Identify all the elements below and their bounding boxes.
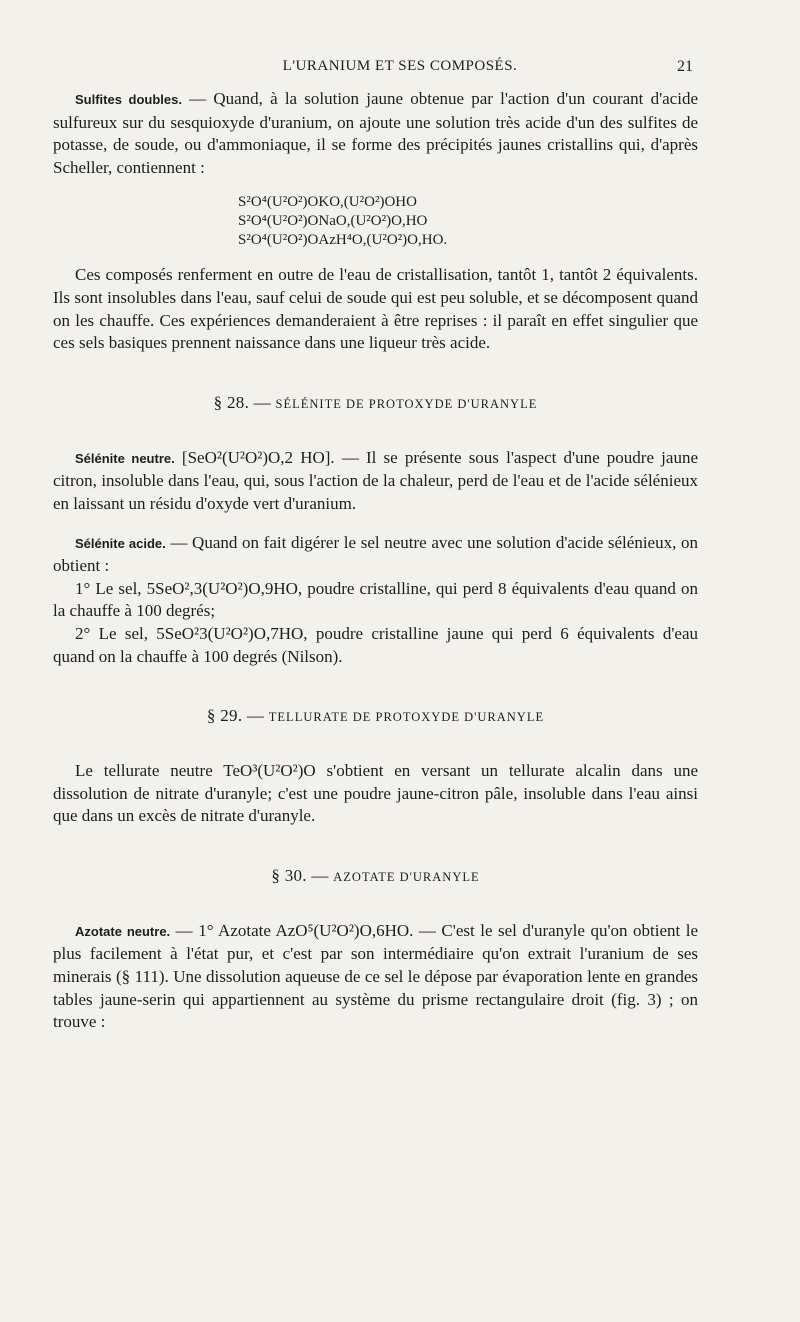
paragraph-selenite-neutre [53,447,698,516]
heading-dash: — [249,392,276,412]
formula-line: S²O⁴(U²O²)OKO,(U²O²)OHO [238,194,417,211]
formula-line: S²O⁴(U²O²)OAzH⁴O,(U²O²)O,HO. [238,232,448,249]
runin-heading-sulfites: Sulfites doubles. [75,92,182,107]
paragraph-azotate [53,920,698,1034]
runin-heading-selenite-neutre: Sélénite neutre. [75,450,175,466]
page-number: 21 [677,58,693,75]
section-heading-29 [53,706,698,726]
section-title: AZOTATE D'URANYLE [333,869,480,884]
section-heading-30 [53,866,698,886]
section-title: TELLURATE DE PROTOXYDE D'URANYLE [268,710,545,725]
header-title: L'URANIUM ET SES COMPOSÉS. [282,58,518,74]
formula-line: S²O⁴(U²O²)ONaO,(U²O²)O,HO [238,213,428,230]
runin-heading-azotate: Azotate neutre. [75,923,171,939]
section-number: § 30. [271,865,307,885]
list-item-1: 1° Le sel, 5SeO²,3(U²O²)O,9HO, poudre cristalline, qui perd 8 équivalents d'eau quand on la chauffe à 100 degrés; [53,578,698,621]
section-heading-28 [53,393,698,413]
formula-list [53,193,698,250]
heading-dash: — [242,706,269,726]
runin-heading-selenite-acide: Sélénite acide. [75,535,166,551]
paragraph-text: — Quand, à la solution jaune obtenue par l'action d'un courant d'acide sulfureux sur du sesquioxyde d'uranium, on ajoute une solution très acide d'un des sulfites de potasse, de soude, ou d'ammoniaque, il se forme des précipités jaunes cristallins qui, d'après Scheller, contiennent : [53,89,698,177]
paragraph-selenite-acide [53,532,698,578]
paragraph-text: [SeO²(U²O²)O,2 HO]. — Il se présente sous l'aspect d'une poudre jaune citron, insoluble dans l'eau, qui, sous l'action de la chaleur, perd de l'eau et de l'acide sélénieux en laissant un résidu d'oxyde vert d'uranium. [53,447,698,513]
section-title: SÉLÉNITE DE PROTOXYDE D'URANYLE [275,396,538,411]
paragraph-sulfites [53,88,698,179]
list-item-2: 2° Le sel, 5SeO²3(U²O²)O,7HO, poudre cristalline jaune qui perd 6 équivalents d'eau quand on la chauffe à 100 degrés (Nilson). [53,623,698,666]
section-number: § 28. [213,392,250,412]
paragraph-tellurate: Le tellurate neutre TeO³(U²O²)O s'obtient en versant un tellurate alcalin dans une dissolution de nitrate d'uranyle; c'est une poudre jaune-citron pâle, insoluble dans l'eau ainsi que dans un excès de nitrate d'uranyle. [53,761,698,826]
running-header [0,58,800,82]
section-number: § 29. [206,706,243,726]
heading-dash: — [306,865,334,885]
page-body [53,88,698,1034]
paragraph-text: — 1° Azotate AzO⁵(U²O²)O,6HO. — C'est le sel d'uranyle qu'on obtient le plus facilement à l'état pur, et c'est par son intermédiaire qu'on extrait l'uranium de ses minerais (§ 111). Une dissolution aqueuse de ce sel le dépose par évaporation lente en grandes tables jaune-serin qui appartiennent au système du prisme rectangulaire droit (fig. 3) ; on trouve : [53,920,699,1032]
paragraph-sulfites-comment: Ces composés renferment en outre de l'eau de cristallisation, tantôt 1, tantôt 2 équivalents. Ils sont insolubles dans l'eau, sauf celui de soude qui est peu soluble, et se décomposent quand on les chauffe. Ces expériences demanderaient à être reprises : il paraît en effet singulier que ces sels basiques prennent naissance dans une liqueur très acide. [53,265,698,353]
paragraph-text: — Quand on fait digérer le sel neutre avec une solution d'acide sélénieux, on obtient : [53,532,698,576]
